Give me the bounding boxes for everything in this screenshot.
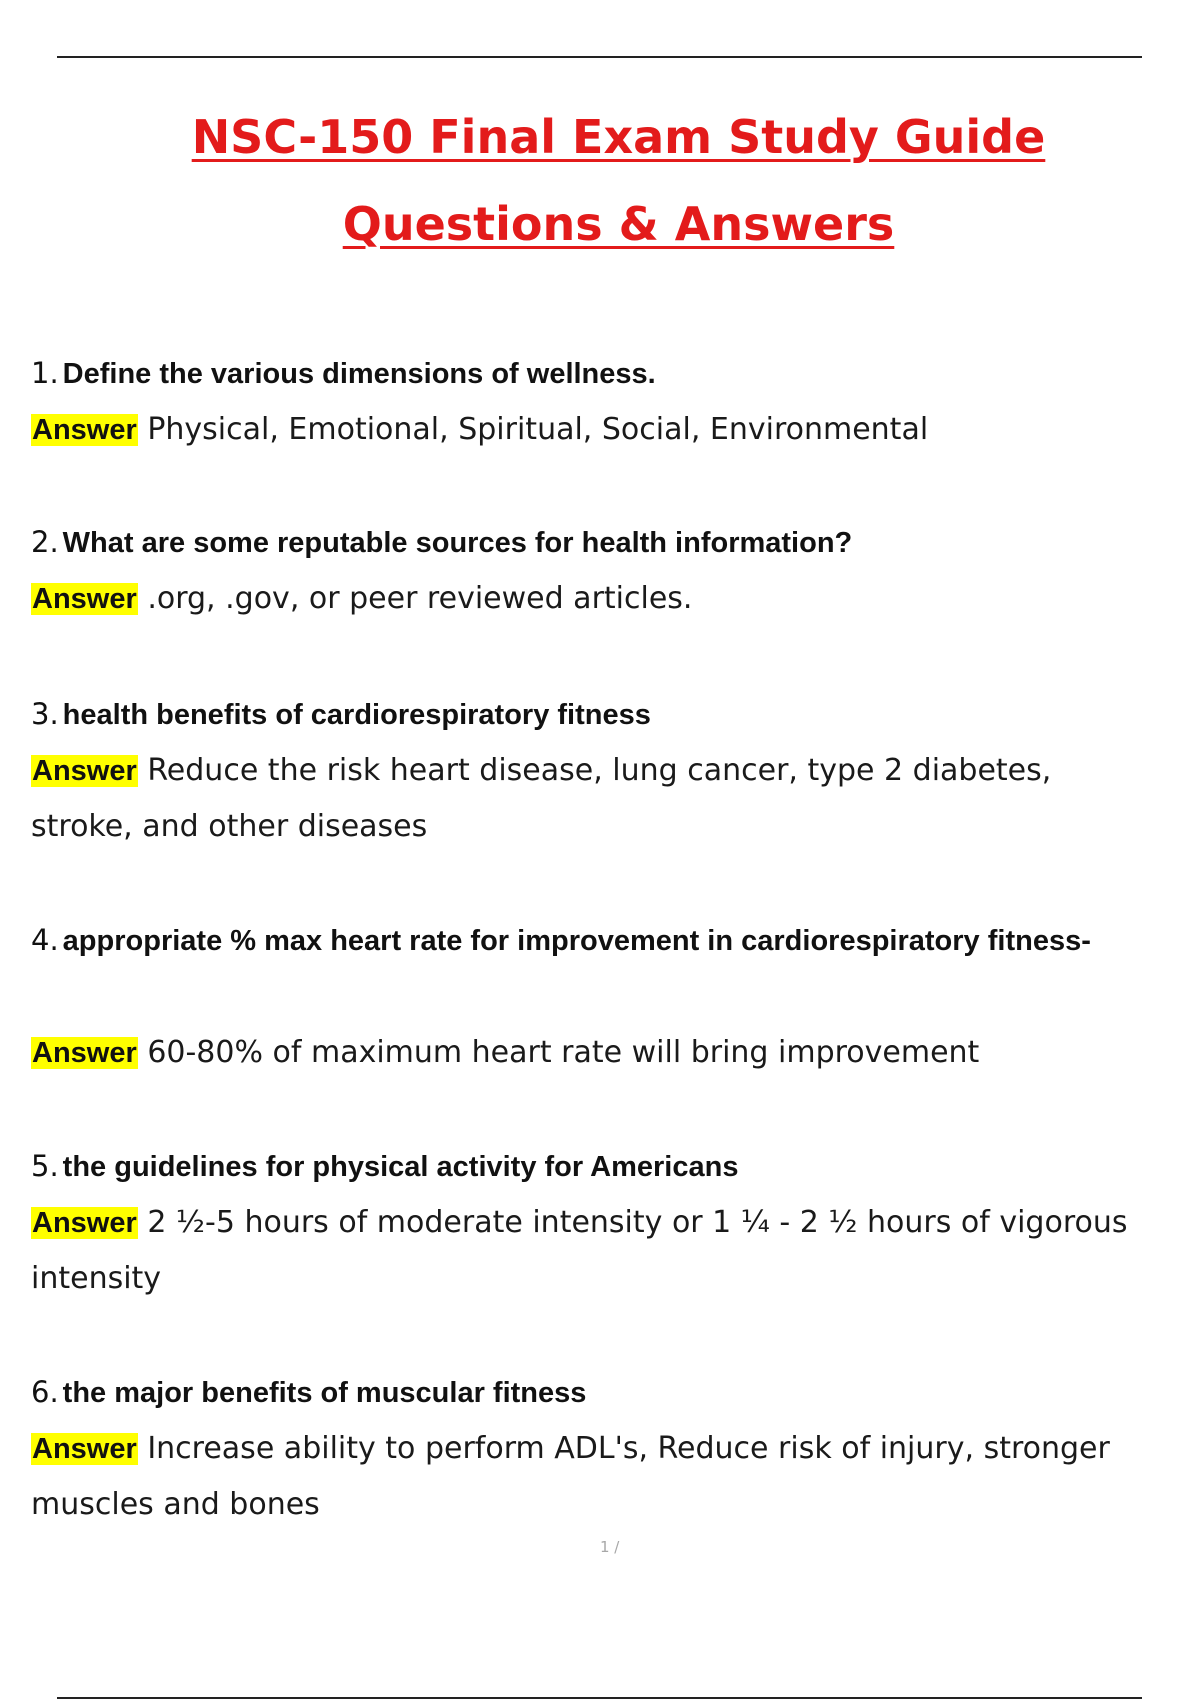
- answer-body: Increase ability to perform ADL's, Reduce risk of injury, stronger muscles and bones: [31, 1431, 1110, 1522]
- question-text: [31, 1146, 1200, 1186]
- top-rule: [57, 56, 1142, 58]
- question-text: [31, 694, 1200, 734]
- question-text: [31, 920, 1200, 960]
- answer-body: .org, .gov, or peer reviewed articles.: [147, 581, 693, 616]
- document-title: NSC-150 Final Exam Study Guide: [191, 110, 1046, 164]
- answer-highlight-label: Answer: [32, 1037, 137, 1069]
- qa-item: [31, 920, 1200, 1081]
- question-label: the major benefits of muscular fitness: [62, 1377, 587, 1409]
- answer-text: [31, 571, 1151, 627]
- answer-text: [31, 1195, 1151, 1307]
- answer-highlight-label: Answer: [32, 1207, 137, 1239]
- answer-text: [31, 1421, 1151, 1533]
- answer-highlight-label: Answer: [32, 583, 137, 615]
- question-label: appropriate % max heart rate for improvement in cardiorespiratory fitness-: [62, 925, 1091, 957]
- question-number: 4.: [31, 923, 59, 957]
- answer-text: [31, 743, 1151, 855]
- answer-body: Physical, Emotional, Spiritual, Social, Environmental: [147, 412, 929, 447]
- answer-highlight-label: Answer: [32, 414, 137, 446]
- answer-text: [31, 402, 1151, 458]
- question-number: 2.: [31, 525, 59, 559]
- question-label: health benefits of cardiorespiratory fitness: [62, 699, 651, 731]
- answer-highlight-label: Answer: [32, 1433, 137, 1465]
- bottom-rule: [57, 1697, 1142, 1699]
- question-label: What are some reputable sources for health information?: [62, 527, 853, 559]
- page-number: 1 /: [600, 1538, 620, 1556]
- question-text: [31, 1372, 1200, 1412]
- qa-item: [31, 522, 1200, 627]
- question-label: the guidelines for physical activity for Americans: [62, 1151, 739, 1183]
- question-number: 6.: [31, 1375, 59, 1409]
- question-number: 1.: [31, 356, 59, 390]
- question-text: [31, 353, 1200, 393]
- qa-item: [31, 694, 1200, 855]
- answer-highlight-label: Answer: [32, 755, 137, 787]
- question-label: Define the various dimensions of wellness.: [62, 358, 656, 390]
- qa-item: [31, 353, 1200, 458]
- document-subtitle: Questions & Answers: [342, 197, 895, 251]
- answer-body: Reduce the risk heart disease, lung cancer, type 2 diabetes, stroke, and other diseases: [31, 753, 1052, 844]
- question-text: [31, 522, 1200, 562]
- qa-item: [31, 1146, 1200, 1307]
- question-number: 3.: [31, 697, 59, 731]
- answer-body: 2 ½-5 hours of moderate intensity or 1 ¼ - 2 ½ hours of vigorous intensity: [31, 1205, 1128, 1296]
- answer-text: [31, 1025, 1151, 1081]
- question-number: 5.: [31, 1149, 59, 1183]
- answer-body: 60-80% of maximum heart rate will bring improvement: [147, 1035, 980, 1070]
- qa-item: [31, 1372, 1200, 1533]
